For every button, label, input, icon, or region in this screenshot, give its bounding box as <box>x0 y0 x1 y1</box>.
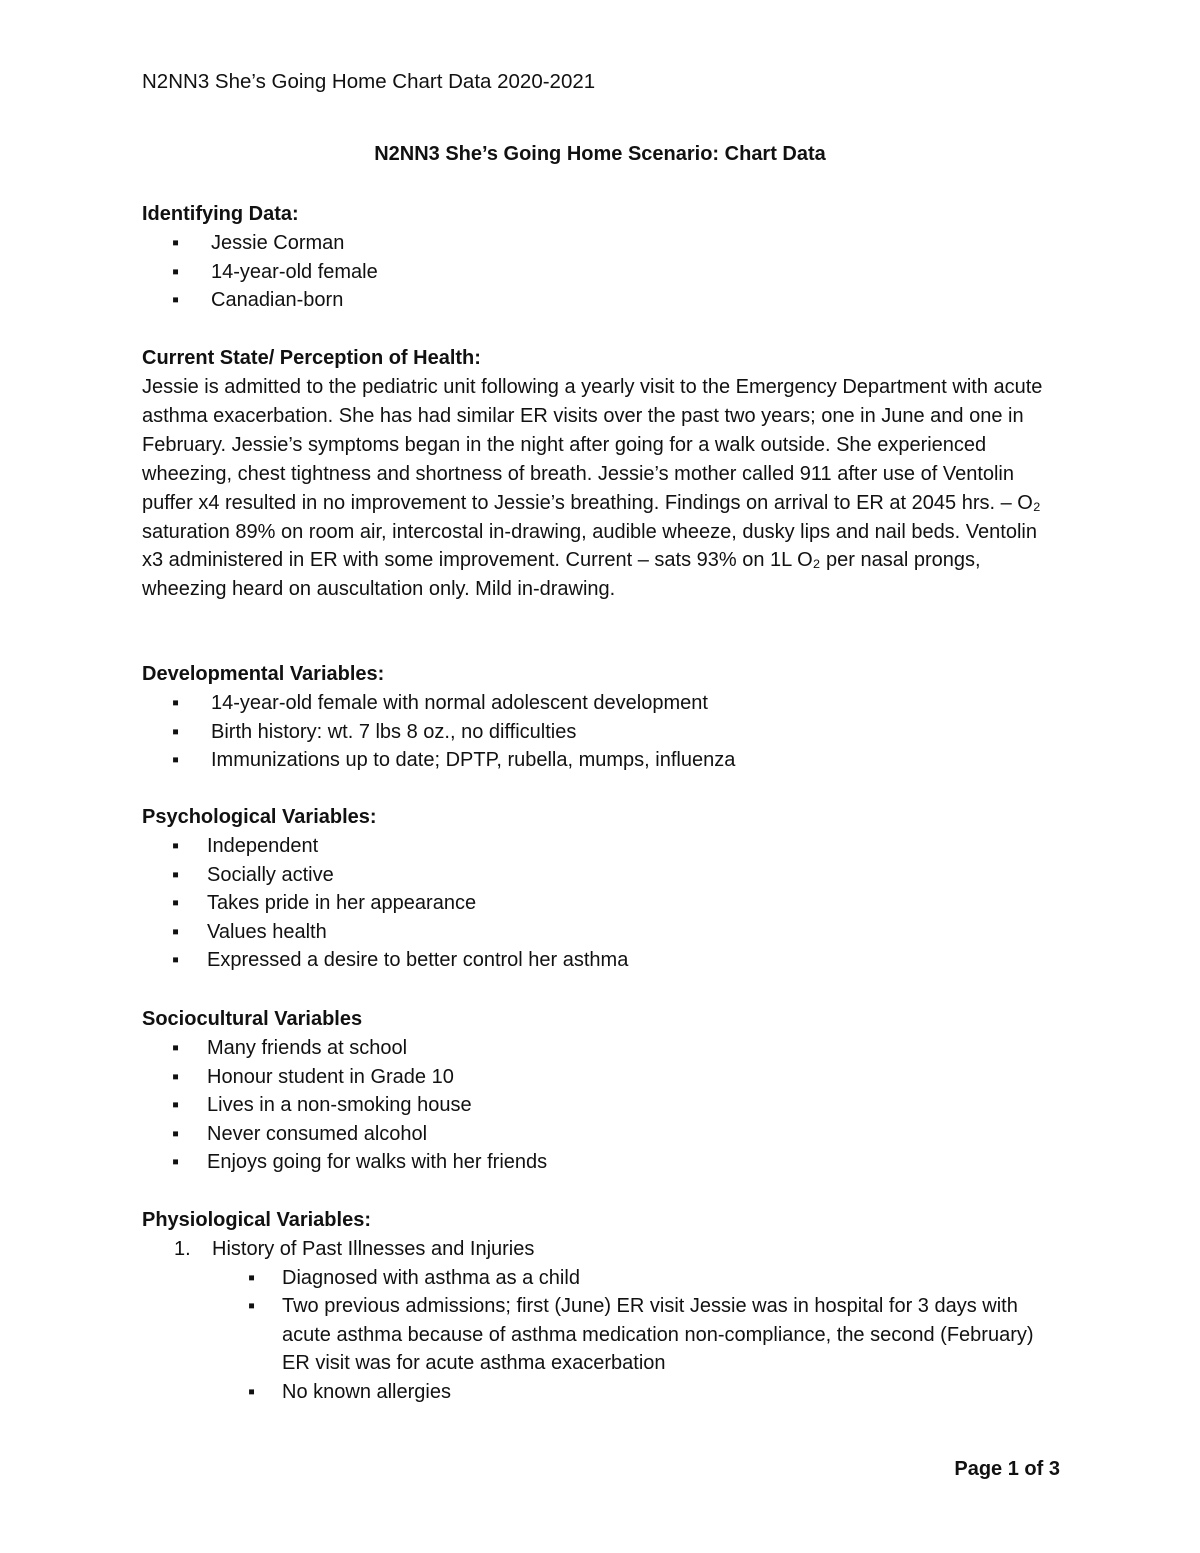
list-item: ▪ Two previous admissions; first (June) ER visit Jessie was in hospital for 3 days with acute asthma because of asthma medication non-compliance, the second (February) ER visit was for acute asthma exacerbation <box>212 1292 1062 1378</box>
physiological-list <box>142 1235 1062 1407</box>
list-item: ▪ Never consumed alcohol <box>142 1120 1062 1149</box>
list-item: ▪ Independent <box>142 832 1062 861</box>
list-item: ▪ Canadian-born <box>142 286 1062 315</box>
identifying-data-list <box>142 229 1062 315</box>
psychological-heading: Psychological Variables: <box>142 806 377 828</box>
developmental-section <box>142 660 1062 775</box>
identifying-data-heading: Identifying Data: <box>142 203 299 225</box>
current-state-heading: Current State/ Perception of Health: <box>142 347 481 369</box>
list-item: ▪ 14-year-old female with normal adolescent development <box>142 689 1062 718</box>
list-item: ▪ Many friends at school <box>142 1034 1062 1063</box>
list-item: ▪ Expressed a desire to better control her asthma <box>142 946 1062 975</box>
page-total: 3 <box>1048 1458 1060 1480</box>
list-item: ▪ Diagnosed with asthma as a child <box>212 1264 1062 1293</box>
physiological-section <box>142 1206 1062 1407</box>
list-number: 1. <box>174 1238 191 1260</box>
sociocultural-heading: Sociocultural Variables <box>142 1008 363 1030</box>
developmental-heading: Developmental Variables: <box>142 663 385 685</box>
of-word: of <box>1024 1458 1044 1480</box>
identifying-data-section <box>142 200 1062 315</box>
list-item: ▪ No known allergies <box>212 1378 1062 1407</box>
list-item: ▪ Enjoys going for walks with her friends <box>142 1148 1062 1177</box>
list-item-label: History of Past Illnesses and Injuries <box>212 1238 535 1260</box>
psychological-list <box>142 832 1062 975</box>
list-item: ▪ Birth history: wt. 7 lbs 8 oz., no difficulties <box>142 718 1062 747</box>
document-title: N2NN3 She’s Going Home Scenario: Chart Data <box>374 143 826 165</box>
sociocultural-section <box>142 1005 1062 1177</box>
list-item: ▪ Values health <box>142 918 1062 947</box>
list-item <box>142 1235 1062 1407</box>
physiological-sublist <box>212 1264 1062 1407</box>
list-item: ▪ Socially active <box>142 861 1062 890</box>
page-word: Page <box>954 1458 1003 1480</box>
sociocultural-list <box>142 1034 1062 1177</box>
psychological-section <box>142 803 1062 975</box>
page-header: N2NN3 She’s Going Home Chart Data 2020-2021 <box>142 70 596 93</box>
list-item: ▪ 14-year-old female <box>142 258 1062 287</box>
physiological-heading: Physiological Variables: <box>142 1209 371 1231</box>
list-item: ▪ Immunizations up to date; DPTP, rubella, mumps, influenza <box>142 746 1062 775</box>
list-item: ▪ Lives in a non-smoking house <box>142 1091 1062 1120</box>
current-state-paragraph: Jessie is admitted to the pediatric unit following a yearly visit to the Emergency Department with acute asthma exacerbation. She has had similar ER visits over the past two years; one in June and one in February. Jessie’s symptoms began in the night after going for a walk outside. She experienced wheezing, chest tightness and shortness of breath. Jessie’s mother called 911 after use of Ventolin puffer x4 resulted in no improvement to Jessie’s breathing. Findings on arrival to ER at 2045 hrs. – O₂ saturation 89% on room air, intercostal in-drawing, audible wheeze, dusky lips and nail beds. Ventolin x3 administered in ER with some improvement. Current – sats 93% on 1L O₂ per nasal prongs, wheezing heard on auscultation only. Mild in-drawing. <box>142 376 1043 601</box>
developmental-list <box>142 689 1062 775</box>
page-number: 1 <box>1007 1458 1019 1480</box>
current-state-section <box>142 344 1062 604</box>
page-footer <box>954 1458 1060 1481</box>
list-item: ▪ Takes pride in her appearance <box>142 889 1062 918</box>
list-item: ▪ Honour student in Grade 10 <box>142 1063 1062 1092</box>
list-item: ▪ Jessie Corman <box>142 229 1062 258</box>
